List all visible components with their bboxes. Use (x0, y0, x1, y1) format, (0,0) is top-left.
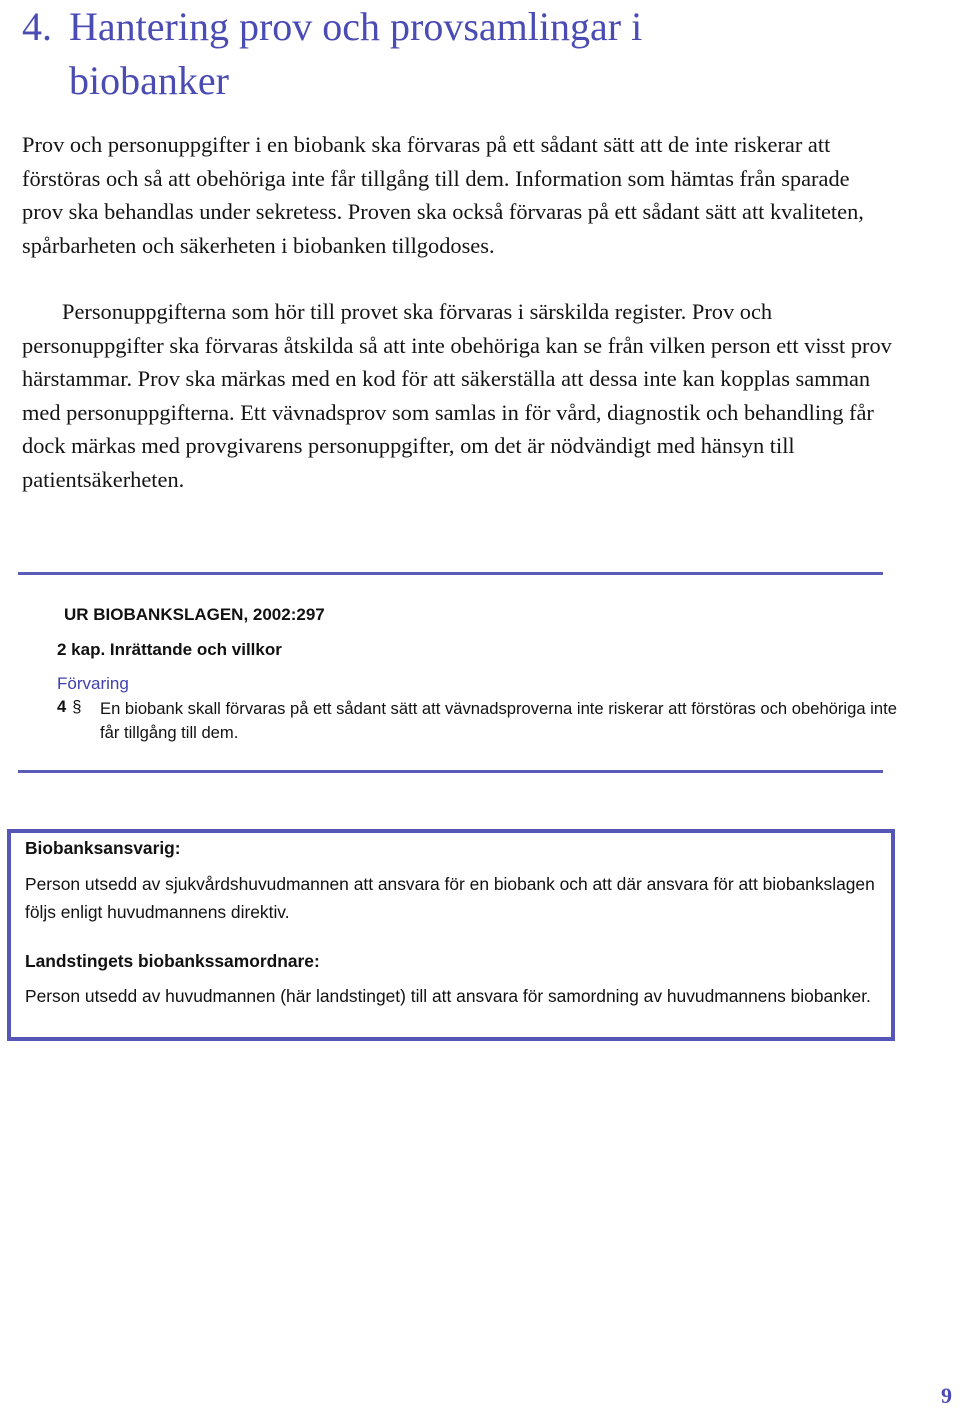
law-chapter-heading: 2 kap. Inrättande och villkor (57, 640, 282, 659)
body-paragraph-1: Prov och personuppgifter i en biobank ska förvaras på ett sådant sätt att de inte riskerar att förstöras och så att obehöriga inte får tillgång till dem. Information som hämtas från sparade prov ska behandlas under sekretess. Proven ska också förvaras på ett sådant sätt att kvaliteten, spårbarheten och säkerheten i biobanken tillgodoses. (22, 132, 864, 258)
section-sign-icon: § (72, 697, 82, 716)
law-excerpt-title: UR BIOBANKSLAGEN, 2002:297 (64, 605, 325, 624)
page-number: 9 (941, 1383, 952, 1408)
law-section-number (57, 697, 81, 717)
law-subheading: Förvaring (57, 674, 129, 693)
chapter-title-line-1: Hantering prov och provsamlingar i (69, 4, 643, 49)
law-section-text: En biobank skall förvaras på ett sådant sätt att vävnadsproverna inte riskerar att förstöras och obehöriga inte får tillgång till dem. (100, 699, 897, 742)
definition-text-samordnare: Person utsedd av huvudmannen (här landstinget) till att ansvara för samordning av huvudmannens biobanker. (25, 986, 871, 1006)
definition-term-biobanksansvarig: Biobanksansvarig: (25, 838, 181, 858)
chapter-heading (22, 0, 922, 108)
chapter-title-line-2: biobanker (69, 58, 229, 103)
chapter-number: 4. (22, 4, 52, 49)
definition-term-samordnare: Landstingets biobankssamordnare: (25, 951, 320, 971)
section-number: 4 (57, 697, 67, 716)
definitions-box (7, 829, 895, 1041)
body-paragraph-2: Personuppgifterna som hör till provet ska förvaras i särskilda register. Prov och personuppgifter ska förvaras åtskilda så att inte obehöriga kan se från vilken person ett visst prov härstammar. Prov ska märkas med en kod för att säkerställa att dessa inte kan kopplas samman med personuppgifterna. Ett vävnadsprov som samlas in för vård, diagnostik och behandling får dock märkas med provgivarens personuppgifter, om det är nödvändigt med hänsyn till patientsäkerheten. (22, 299, 892, 492)
law-excerpt-top-rule (18, 572, 883, 575)
definition-text-biobanksansvarig: Person utsedd av sjukvårdshuvudmannen att ansvara för en biobank och att där ansvara för att biobankslagen följs enligt huvudmannens direktiv. (25, 874, 875, 922)
law-excerpt-bottom-rule (18, 770, 883, 773)
